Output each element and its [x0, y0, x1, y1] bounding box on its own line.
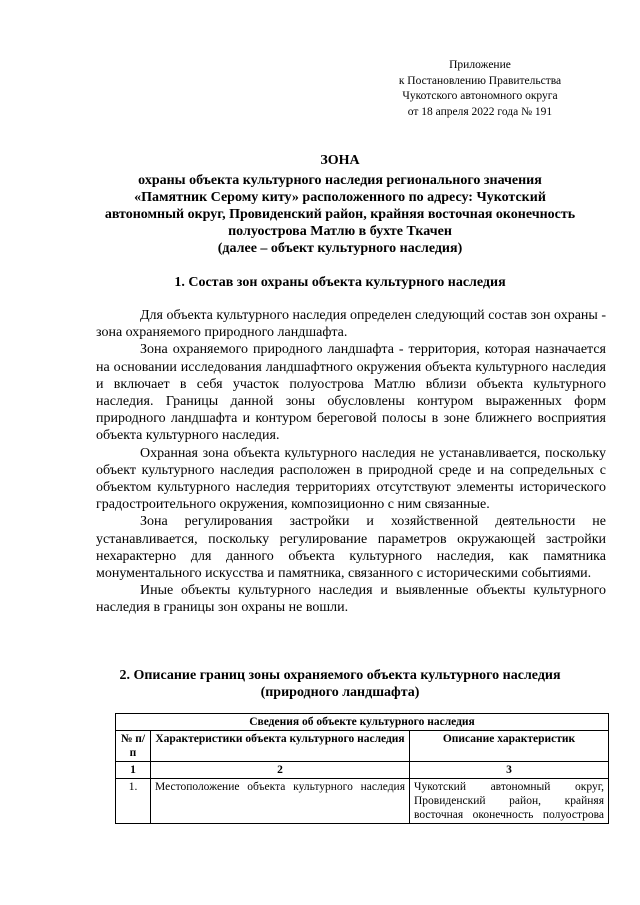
title-line: автономный округ, Провиденский район, крайняя восточная оконечность: [104, 207, 576, 222]
title-zona: ЗОНА: [320, 153, 360, 168]
column-number: 1: [116, 762, 151, 779]
annex-line: Приложение: [449, 59, 511, 71]
paragraph: Зона регулирования застройки и хозяйственной деятельности не устанавливается, поскольку регулирование параметров окружающей застройки нехарактерно для данного объекта культурного наследия, как памятника монументального искусства и памятника, связанного с историческими событиями.: [96, 514, 606, 582]
header-description: Описание характеристик: [410, 731, 609, 762]
row-description: Чукотский автономный округ, Провиденский район, крайняя восточная оконечность полуострова: [410, 779, 609, 824]
heritage-info-table: [115, 713, 609, 824]
section-1-heading: 1. Состав зон охраны объекта культурного наследия: [174, 275, 506, 290]
table-header-row: [116, 731, 609, 762]
row-characteristic: Местоположение объекта культурного наследия: [151, 779, 410, 824]
section-2-heading-line: (природного ландшафта): [260, 685, 420, 700]
table-caption-row: [116, 714, 609, 731]
annex-line: от 18 апреля 2022 года № 191: [407, 105, 553, 118]
annex-line: Чукотского автономного округа: [402, 90, 558, 102]
row-num: 1.: [116, 779, 151, 824]
paragraph: Зона охраняемого природного ландшафта - территория, которая назначается на основании исследования ландшафтного окружения объекта культурного наследия и включает в себя участок полуострова Матлю вблизи объекта культурного наследия. Границы данной зоны обусловлены контуром выраженных форм природного ландшафта и контуром береговой полосы в зоне ближнего восприятия объекта культурного наследия.: [96, 342, 606, 444]
annex-note: [370, 58, 590, 120]
section-2-heading: [80, 667, 600, 701]
paragraph: Для объекта культурного наследия определен следующий состав зон охраны - зона охраняемого природного ландшафта.: [96, 308, 606, 341]
column-number-row: [116, 762, 609, 779]
title-line: «Памятник Серому киту» расположенного по адресу: Чукотский: [134, 190, 546, 205]
title-line: охраны объекта культурного наследия регионального значения: [138, 173, 542, 188]
column-number: 3: [410, 762, 609, 779]
title-line: полуострова Матлю в бухте Ткачен: [228, 224, 452, 239]
annex-line: к Постановлению Правительства: [398, 74, 562, 87]
paragraph: Охранная зона объекта культурного наследия не устанавливается, поскольку объект культурного наследия расположен в природной среде и на сопредельных с объектом культурного наследия территориях отсутствуют элементы исторического градостроительного окружения, композиционно с ним связанные.: [96, 445, 606, 513]
table-row: [116, 779, 609, 824]
paragraph: Иные объекты культурного наследия и выявленные объекты культурного наследия в границы зон охраны не вошли.: [96, 583, 606, 616]
title-line: (далее – объект культурного наследия): [217, 241, 463, 256]
header-characteristic: Характеристики объекта культурного наследия: [151, 731, 410, 762]
section-1-body: [96, 307, 606, 617]
document-title: [80, 152, 600, 257]
header-num: № п/п: [116, 731, 151, 762]
column-number: 2: [151, 762, 410, 779]
section-2-heading-line: 2. Описание границ зоны охраняемого объекта культурного наследия: [119, 668, 561, 683]
table-caption: Сведения об объекте культурного наследия: [116, 714, 609, 731]
